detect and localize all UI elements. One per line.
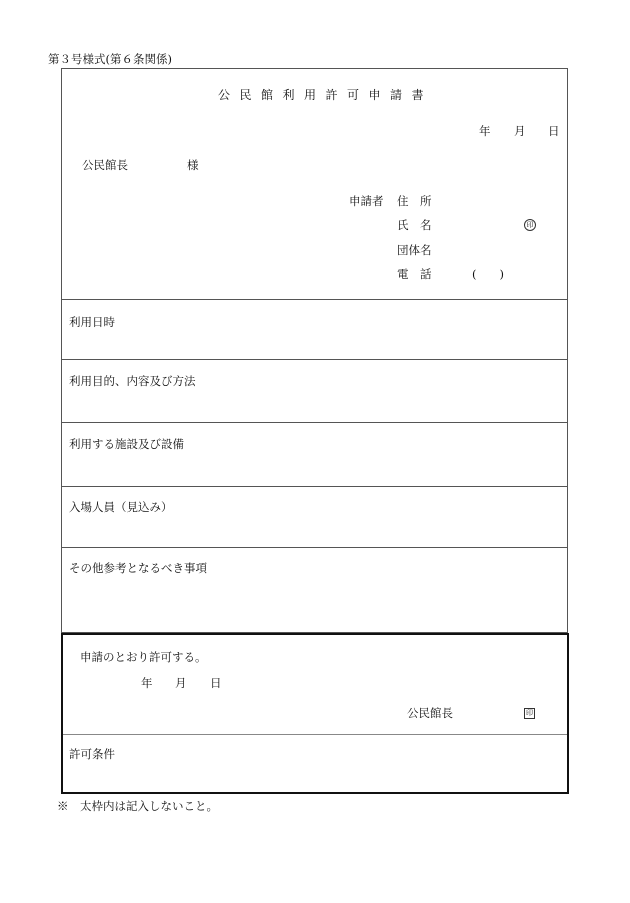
addressee-name: 公民館長 <box>82 158 128 172</box>
usage-datetime-label: 利用日時 <box>69 315 115 329</box>
phone-label: 電 話 <box>397 267 432 281</box>
seal-icon: 印 <box>526 709 533 717</box>
date-year: 年 <box>479 124 491 138</box>
seal-mark <box>524 216 536 231</box>
permit-day: 日 <box>210 676 222 690</box>
permit-seal <box>524 704 535 719</box>
facilities-label: 利用する施設及び設備 <box>69 437 184 451</box>
applicant-label: 申請者 <box>349 194 384 208</box>
form-number: 第３号様式(第６条関係) <box>48 52 172 66</box>
form-title: 公民館利用許可申請書 <box>218 88 434 102</box>
permit-year: 年 <box>141 676 153 690</box>
date-day: 日 <box>548 124 560 138</box>
addressee-honorific: 様 <box>187 158 199 172</box>
attendance-label: 入場人員（見込み） <box>69 500 173 514</box>
row-divider <box>61 359 568 360</box>
row-divider <box>61 299 568 300</box>
group-name-label: 団体名 <box>397 243 432 257</box>
footnote: ※ 太枠内は記入しないこと。 <box>57 799 218 813</box>
seal-icon: 印 <box>524 219 536 231</box>
permit-month: 月 <box>175 676 187 690</box>
address-label: 住 所 <box>397 194 432 208</box>
permit-director: 公民館長 <box>407 706 453 720</box>
phone-parentheses: ( ) <box>472 267 504 281</box>
row-divider <box>61 422 568 423</box>
permit-statement: 申請のとおり許可する。 <box>80 650 207 664</box>
application-frame <box>61 68 568 633</box>
row-divider <box>61 486 568 487</box>
date-month: 月 <box>514 124 526 138</box>
usage-purpose-label: 利用目的、内容及び方法 <box>69 374 196 388</box>
permit-divider <box>63 734 567 735</box>
other-matters-label: その他参考となるべき事項 <box>69 561 207 575</box>
name-label: 氏 名 <box>397 218 432 232</box>
row-divider <box>61 547 568 548</box>
permit-conditions-label: 許可条件 <box>69 747 115 761</box>
